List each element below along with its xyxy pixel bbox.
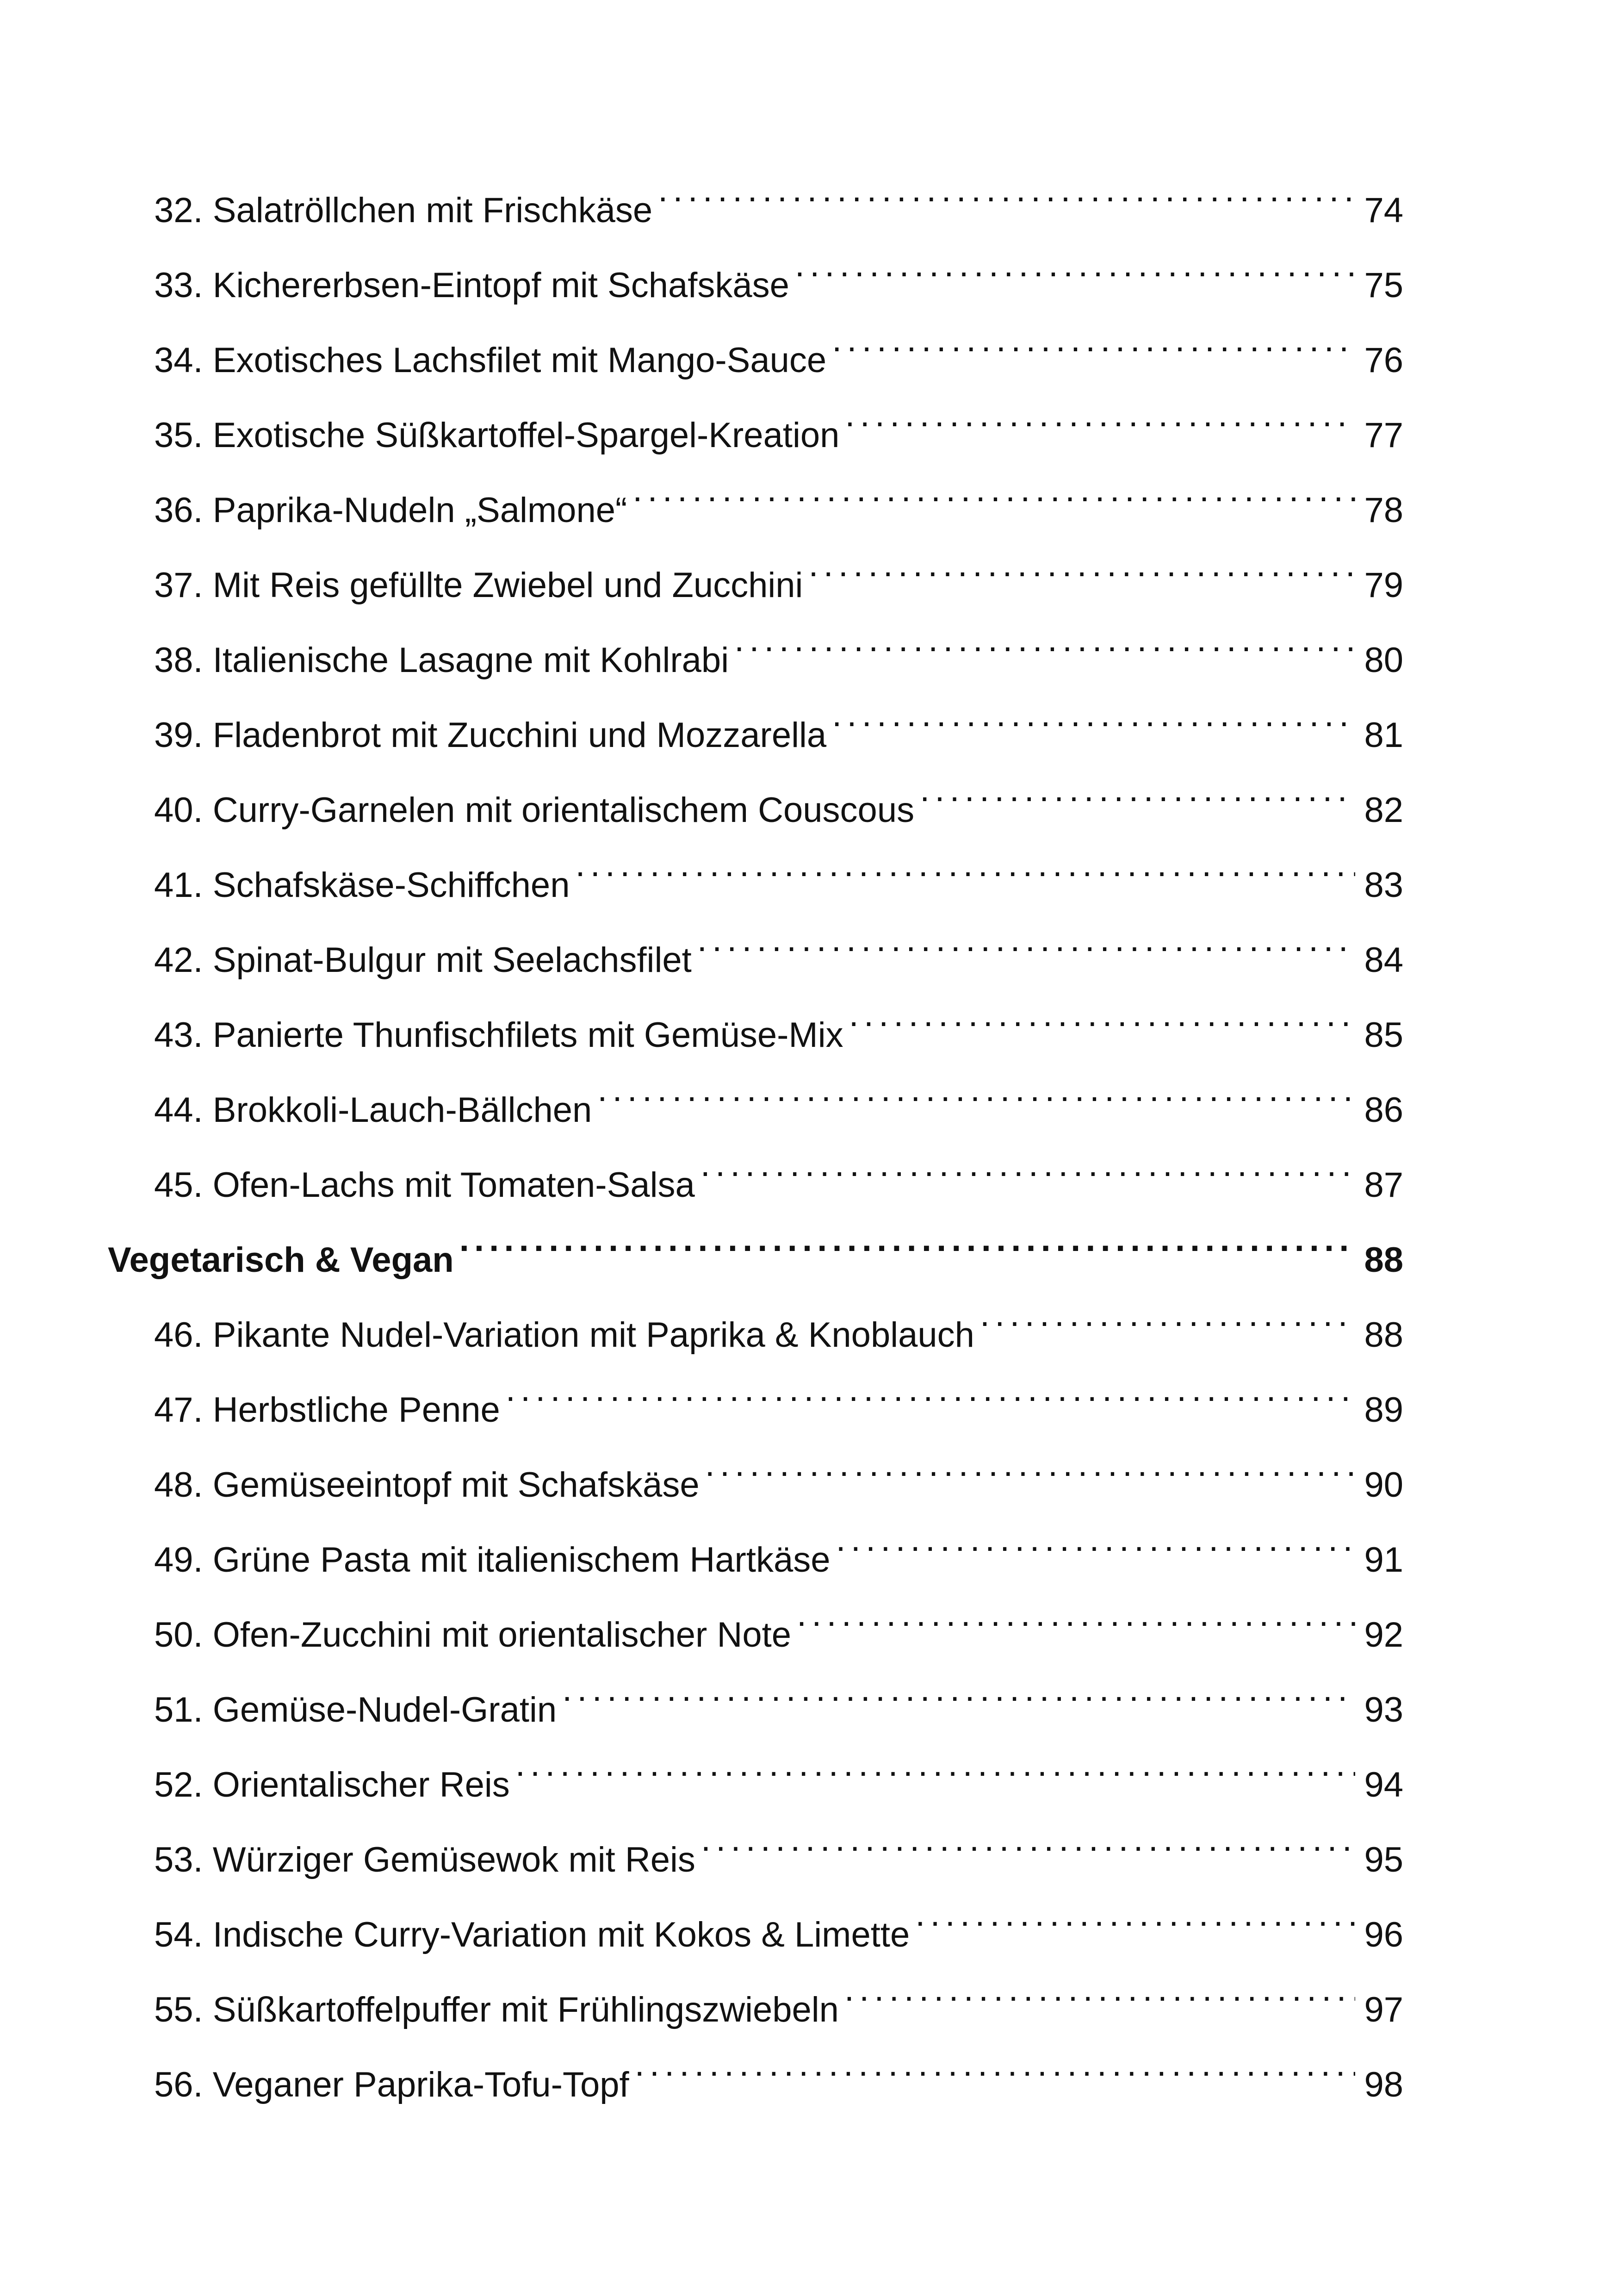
dot-leader <box>562 1657 1355 1722</box>
toc-entry-page: 92 <box>1364 1615 1403 1655</box>
toc-entry-title: 46. Pikante Nudel-Variation mit Paprika & Knoblauch <box>154 1315 974 1355</box>
toc-entry-page: 83 <box>1364 865 1403 905</box>
toc-entry <box>154 157 1403 230</box>
toc-entry-page: 91 <box>1364 1540 1403 1580</box>
dot-leader <box>832 307 1355 372</box>
dot-leader <box>980 1282 1355 1347</box>
toc-section-heading <box>108 1207 1403 1280</box>
toc-entry-title: 42. Spinat-Bulgur mit Seelachsfilet <box>154 940 692 980</box>
dot-leader <box>635 2032 1355 2097</box>
toc-entry-title: 32. Salatröllchen mit Frischkäse <box>154 191 653 230</box>
toc-entry-page: 98 <box>1364 2065 1403 2104</box>
toc-entry-title: 49. Grüne Pasta mit italienischem Hartkäse <box>154 1540 831 1580</box>
dot-leader <box>701 1807 1355 1872</box>
toc-section-page: 88 <box>1364 1240 1403 1280</box>
toc-entry-page: 97 <box>1364 1990 1403 2029</box>
toc-entry-page: 84 <box>1364 940 1403 980</box>
dot-leader <box>832 682 1355 747</box>
dot-leader <box>632 457 1355 522</box>
toc-entry-page: 88 <box>1364 1315 1403 1355</box>
toc-entry-title: 52. Orientalischer Reis <box>154 1765 510 1804</box>
toc-entry-title: 48. Gemüseeintopf mit Schafskäse <box>154 1465 700 1505</box>
toc-entry-title: 40. Curry-Garnelen mit orientalischem Couscous <box>154 790 915 830</box>
toc-entry-title: 37. Mit Reis gefüllte Zwiebel und Zucchini <box>154 566 803 605</box>
toc-entry-page: 95 <box>1364 1840 1403 1879</box>
toc-entry-title: 43. Panierte Thunfischfilets mit Gemüse-Mix <box>154 1015 843 1055</box>
toc-entry <box>154 1657 1403 1730</box>
toc-entry-title: 47. Herbstliche Penne <box>154 1390 500 1430</box>
toc-entry-page: 80 <box>1364 641 1403 680</box>
toc-entry <box>154 607 1403 680</box>
dot-leader <box>597 1057 1355 1122</box>
toc-entry-page: 81 <box>1364 716 1403 755</box>
dot-leader <box>836 1507 1355 1572</box>
toc-entry-page: 87 <box>1364 1165 1403 1205</box>
toc-entry <box>154 457 1403 530</box>
toc-entry-title: 36. Paprika-Nudeln „Salmone“ <box>154 491 627 530</box>
dot-leader <box>915 1882 1355 1947</box>
toc-entry-title: 45. Ofen-Lachs mit Tomaten-Salsa <box>154 1165 695 1205</box>
toc-entry-page: 75 <box>1364 266 1403 305</box>
dot-leader <box>701 1132 1355 1197</box>
toc-entry <box>154 982 1403 1055</box>
dot-leader <box>658 157 1355 222</box>
dot-leader <box>705 1432 1355 1497</box>
toc-entry-page: 86 <box>1364 1090 1403 1130</box>
dot-leader <box>808 532 1355 597</box>
toc-entry-page: 74 <box>1364 191 1403 230</box>
toc-entry-title: 34. Exotisches Lachsfilet mit Mango-Sauce <box>154 341 827 380</box>
toc-entry <box>154 682 1403 755</box>
dot-leader <box>734 607 1355 672</box>
toc-entry-page: 89 <box>1364 1390 1403 1430</box>
toc-entry-title: 33. Kichererbsen-Eintopf mit Schafskäse <box>154 266 789 305</box>
toc-entry-title: 44. Brokkoli-Lauch-Bällchen <box>154 1090 592 1130</box>
toc-entry-title: 54. Indische Curry-Variation mit Kokos & Limette <box>154 1915 910 1954</box>
toc-entry <box>154 1507 1403 1580</box>
toc-entry <box>154 1807 1403 1879</box>
toc-entry <box>154 757 1403 830</box>
toc-entry <box>154 1432 1403 1505</box>
dot-leader <box>795 232 1355 297</box>
toc-entry <box>154 1282 1403 1355</box>
toc-entry-page: 78 <box>1364 491 1403 530</box>
toc-entry <box>154 1057 1403 1130</box>
toc-entry <box>154 1732 1403 1804</box>
dot-leader <box>697 907 1355 972</box>
toc-entry <box>154 907 1403 980</box>
dot-leader <box>515 1732 1355 1797</box>
dot-leader <box>849 982 1355 1047</box>
dot-leader <box>459 1207 1355 1272</box>
toc-entry-page: 79 <box>1364 566 1403 605</box>
dot-leader <box>506 1357 1355 1422</box>
toc-entry <box>154 1582 1403 1655</box>
dot-leader <box>845 382 1355 447</box>
toc-entry-page: 90 <box>1364 1465 1403 1505</box>
toc-entry-page: 85 <box>1364 1015 1403 1055</box>
toc-entry <box>154 1132 1403 1205</box>
toc-entry-title: 50. Ofen-Zucchini mit orientalischer Note <box>154 1615 792 1655</box>
toc-entry-title: 38. Italienische Lasagne mit Kohlrabi <box>154 641 729 680</box>
dot-leader <box>575 832 1355 897</box>
dot-leader <box>844 1957 1355 2022</box>
toc-entry-title: 41. Schafskäse-Schiffchen <box>154 865 570 905</box>
toc-entry-page: 94 <box>1364 1765 1403 1804</box>
toc-entry-page: 77 <box>1364 416 1403 455</box>
toc-entry-title: 53. Würziger Gemüsewok mit Reis <box>154 1840 695 1879</box>
toc-entry <box>154 1882 1403 1954</box>
toc-entry-page: 76 <box>1364 341 1403 380</box>
toc-section-title: Vegetarisch & Vegan <box>108 1240 454 1280</box>
toc-entry <box>154 1957 1403 2029</box>
toc-entry-title: 35. Exotische Süßkartoffel-Spargel-Kreation <box>154 416 840 455</box>
toc-entry <box>154 307 1403 380</box>
toc-entry <box>154 1357 1403 1430</box>
toc-entry-page: 93 <box>1364 1690 1403 1730</box>
toc-entry-page: 96 <box>1364 1915 1403 1954</box>
toc-entry-title: 55. Süßkartoffelpuffer mit Frühlingszwiebeln <box>154 1990 839 2029</box>
toc-entry-title: 51. Gemüse-Nudel-Gratin <box>154 1690 557 1730</box>
toc-entry <box>154 232 1403 305</box>
toc-entry <box>154 532 1403 605</box>
toc-entry-title: 39. Fladenbrot mit Zucchini und Mozzarella <box>154 716 827 755</box>
toc-entry <box>154 382 1403 455</box>
toc-entry-title: 56. Veganer Paprika-Tofu-Topf <box>154 2065 629 2104</box>
toc-entry-page: 82 <box>1364 790 1403 830</box>
toc-entry <box>154 2032 1403 2104</box>
dot-leader <box>797 1582 1355 1647</box>
toc-entry <box>154 832 1403 905</box>
dot-leader <box>920 757 1355 822</box>
